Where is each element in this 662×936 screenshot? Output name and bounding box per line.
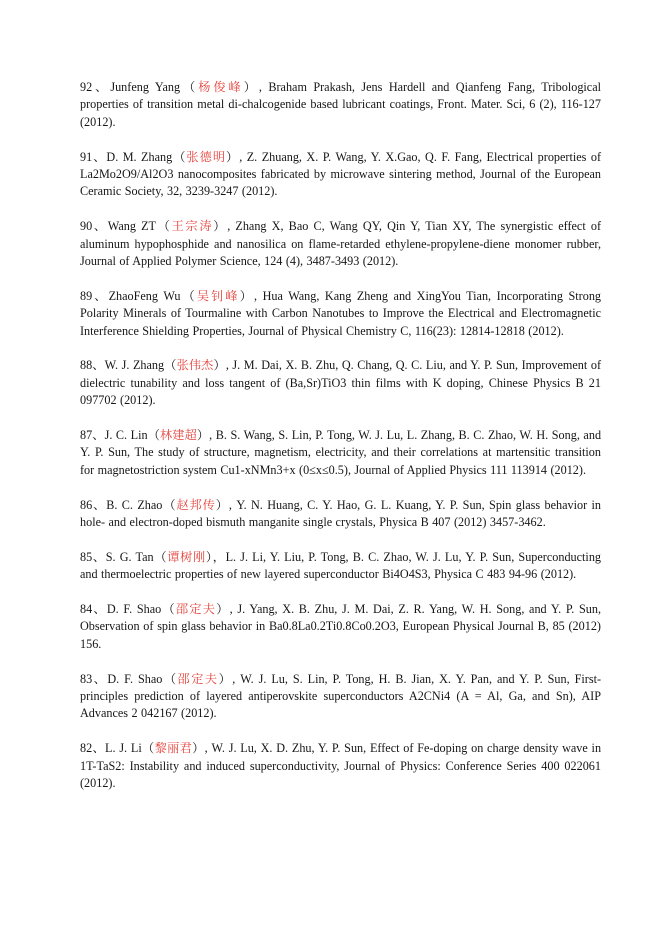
- paren-close: ）: [213, 219, 228, 234]
- paren-open: （: [161, 602, 176, 617]
- publication-entry-88: [80, 357, 601, 409]
- paren-close: ）: [196, 428, 210, 443]
- author-name-chinese: 吴钊峰: [196, 288, 240, 303]
- citation-text: , J. Yang, X. B. Zhu, J. M. Dai, Z. R. Yang, W. H. Song, and Y. P. Sun, Observation of spin glass behavior in Ba0.8La0.2Ti0.8Co0.2O3, European Physical Journal B, 85 (2012) 156.: [80, 602, 602, 651]
- paren-open: （: [162, 497, 177, 512]
- author-name-chinese: 邵定夫: [175, 602, 217, 617]
- publication-entry-89: [80, 288, 601, 340]
- publication-entry-91: [80, 149, 601, 201]
- publication-number: 83、: [80, 671, 108, 686]
- citation-text: , Y. N. Huang, C. Y. Hao, G. L. Kuang, Y. P. Sun, Spin glass behavior in hole- and electron-doped bismuth manganite single crystals, Physica B 407 (2012) 3457-3462.: [80, 497, 602, 530]
- publication-number: 89、: [80, 288, 109, 303]
- paren-close: ）: [215, 497, 229, 512]
- author-name-latin: ZhaoFeng Wu: [108, 288, 181, 303]
- publication-list: [80, 79, 601, 793]
- publication-entry-90: [80, 218, 601, 270]
- author-name-latin: D. F. Shao: [106, 602, 162, 617]
- citation-text: , Zhang X, Bao C, Wang QY, Qin Y, Tian XY, The synergistic effect of aluminum hypophosphide and nanosilica on flame-retarded ethylene-propylene-diene monomer rubber, Journal of Applied Polymer Science, 124 (4), 3487-3493 (2012).: [80, 219, 602, 269]
- publication-number: 85、: [80, 549, 106, 564]
- publication-number: 86、: [80, 497, 107, 512]
- paren-close: ）: [243, 80, 259, 94]
- publication-number: 92、: [80, 80, 111, 94]
- author-name-chinese: 赵邦传: [176, 497, 216, 512]
- author-name-chinese: 谭树刚: [167, 549, 206, 564]
- paren-close: ）: [239, 288, 254, 303]
- publication-number: 88、: [80, 358, 105, 373]
- author-name-chinese: 张伟杰: [176, 358, 214, 373]
- author-name-latin: Wang ZT: [107, 219, 156, 234]
- paren-close: ）: [218, 671, 233, 686]
- citation-text: , Z. Zhuang, X. P. Wang, Y. X.Gao, Q. F. Fang, Electrical properties of La2Mo2O9/Al2O3 nanocomposites fabricated by microwave sintering method, Journal of the European Ceramic Society, 32, 3239-3247 (2012).: [80, 149, 602, 199]
- publication-entry-84: [80, 601, 601, 653]
- paren-open: （: [147, 428, 160, 443]
- publication-entry-83: [80, 671, 601, 723]
- publication-number: 90、: [80, 219, 108, 234]
- author-name-chinese: 张德明: [186, 149, 227, 164]
- paren-open: （: [155, 219, 172, 234]
- author-name-latin: L. J. Li: [105, 741, 142, 756]
- author-name-latin: B. C. Zhao: [106, 497, 163, 512]
- citation-text: ，L. J. Li, Y. Liu, P. Tong, B. C. Zhao, W. J. Lu, Y. P. Sun, Superconducting and thermoelectric properties of new layered superconductor Bi4O4S3, Physica C 483 94-96 (2012).: [80, 549, 602, 582]
- publication-number: 82、: [80, 741, 106, 756]
- publication-number: 84、: [80, 602, 107, 617]
- author-name-latin: D. F. Shao: [107, 671, 163, 686]
- paren-close: ）: [205, 549, 213, 564]
- citation-text: , B. S. Wang, S. Lin, P. Tong, W. J. Lu, L. Zhang, B. C. Zhao, W. H. Song, and Y. P. Sun, The study of structure, magnetism, electricity, and their correlations at martensitic transition for magnetostriction system Cu1-xNMn3+x (0≤x≤0.5), Journal of Applied Physics 111 113914 (2012).: [80, 428, 602, 477]
- citation-text: , W. J. Lu, X. D. Zhu, Y. P. Sun, Effect of Fe-doping on charge density wave in 1T-TaS2: Instability and induced superconductivity, Journal of Physics: Conference Series 400 022061 (2012).: [80, 741, 602, 791]
- publication-number: 91、: [80, 149, 107, 164]
- author-name-latin: S. G. Tan: [105, 549, 154, 564]
- paren-open: （: [164, 358, 177, 373]
- citation-text: , J. M. Dai, X. B. Zhu, Q. Chang, Q. C. Liu, and Y. P. Sun, Improvement of dielectric tunability and loss tangent of (Ba,Sr)TiO3 thin films with K doping, Chinese Physics B 21 097702 (2012).: [80, 358, 602, 408]
- paren-close: ）: [192, 741, 205, 756]
- paren-open: （: [172, 149, 187, 164]
- paren-open: （: [180, 288, 197, 303]
- author-name-chinese: 黎丽君: [154, 741, 193, 756]
- paren-open: （: [162, 671, 178, 686]
- paren-open: （: [141, 741, 155, 756]
- publication-entry-92: [80, 79, 601, 131]
- citation-text: , Hua Wang, Kang Zheng and XingYou Tian, Incorporating Strong Polarity Minerals of Tourmaline with Carbon Nanotubes to Improve the Electrical and Electromagnetic Interference Shielding Properties, Journal of Physical Chemistry C, 116(23): 12814-12818 (2012).: [80, 288, 602, 338]
- citation-text: , W. J. Lu, S. Lin, P. Tong, H. B. Jian, X. Y. Pan, and Y. P. Sun, First-principles prediction of layered antiperovskite superconductors A2CNi4 (A = Al, Ga, and Sn), AIP Advances 2 042167 (2012).: [80, 671, 602, 721]
- publication-entry-86: [80, 497, 601, 532]
- paren-close: ）: [226, 149, 240, 164]
- publication-number: 87、: [80, 428, 105, 443]
- citation-text: , Braham Prakash, Jens Hardell and Qianfeng Fang, Tribological properties of transition metal di-chalcogenide based lubricant coatings, Front. Mater. Sci, 6 (2), 116-127 (2012).: [80, 80, 602, 129]
- author-name-chinese: 邵定夫: [177, 671, 219, 686]
- publication-entry-82: [80, 740, 601, 792]
- author-name-chinese: 王宗涛: [171, 219, 214, 234]
- author-name-chinese: 林建超: [160, 428, 197, 443]
- publication-entry-87: [80, 427, 601, 479]
- paren-close: ）: [213, 358, 226, 373]
- author-name-latin: Junfeng Yang: [110, 80, 181, 94]
- author-name-latin: J. C. Lin: [104, 428, 148, 443]
- author-name-latin: W. J. Zhang: [104, 358, 165, 373]
- author-name-chinese: 杨俊峰: [198, 80, 244, 94]
- paren-open: （: [180, 80, 199, 94]
- paren-close: ）: [216, 602, 230, 617]
- publication-entry-85: [80, 549, 601, 584]
- author-name-latin: D. M. Zhang: [106, 149, 173, 164]
- paren-open: （: [153, 549, 168, 564]
